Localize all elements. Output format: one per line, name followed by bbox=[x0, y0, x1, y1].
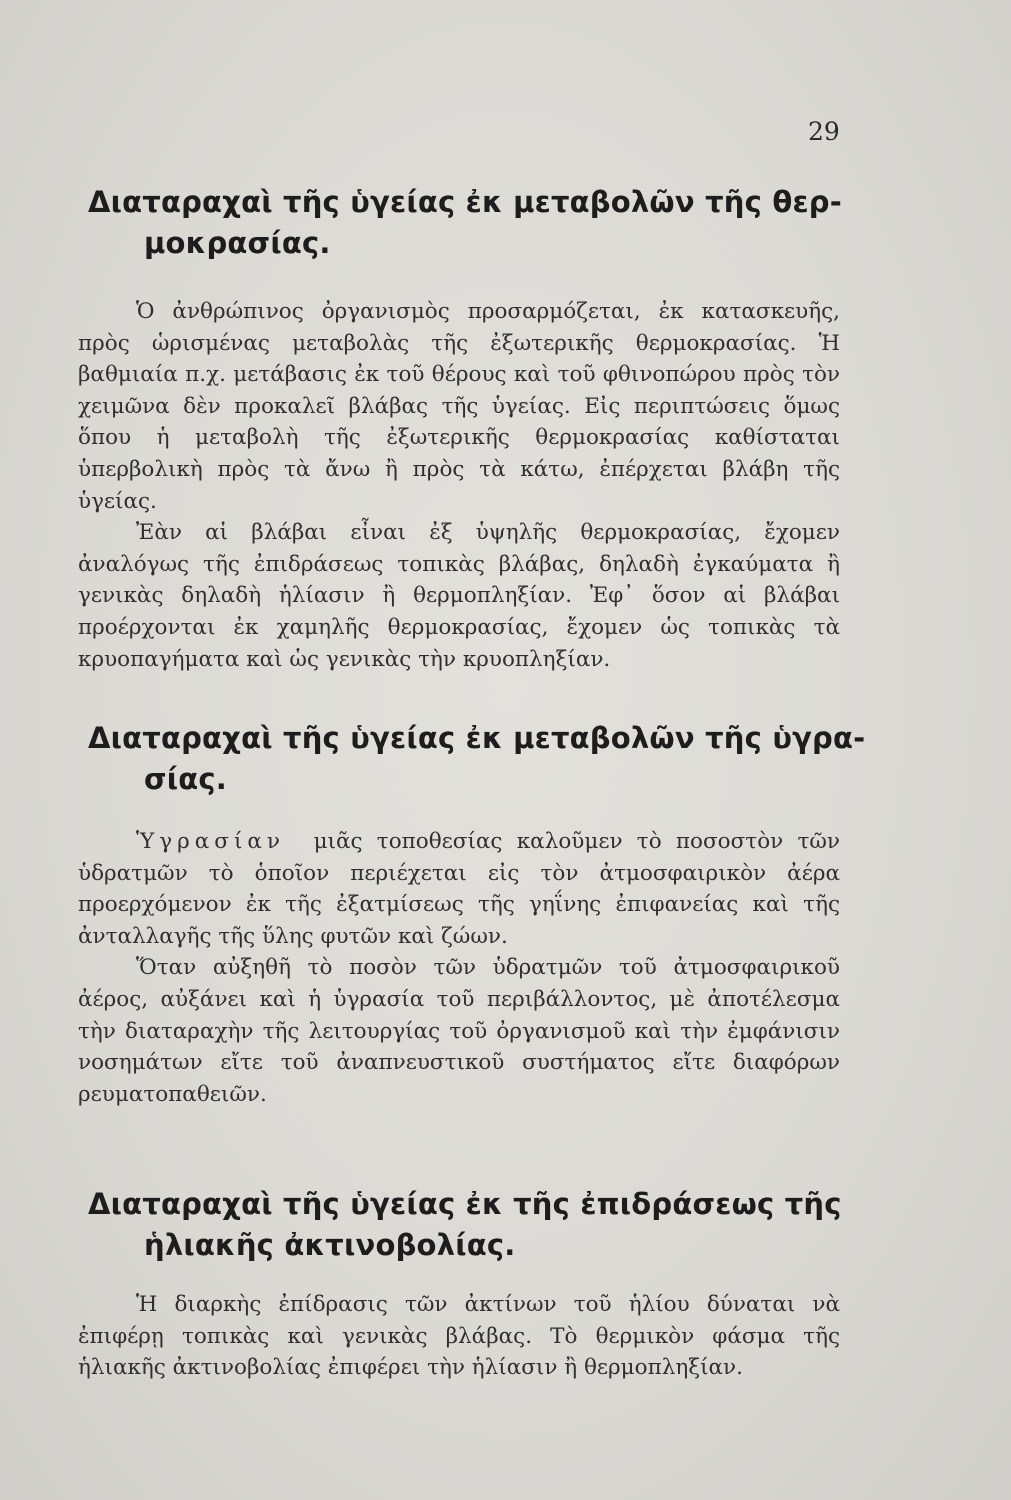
section-heading-temperature bbox=[88, 182, 848, 264]
paragraph: Ὁ ἀνθρώπινος ὀργανισμὸς προσαρμόζεται, ἐκ κατασκευῆς, πρὸς ὡρισμένας μεταβολὰς τῆς ἐξωτερικῆς θερμοκρασίας. Ἡ βαθμιαία π.χ. μετάβασις ἐκ τοῦ θέρους καὶ τοῦ φθινοπώρου πρὸς τὸν χειμῶνα δὲν προκαλεῖ βλάβας τῆς ὑγείας. Εἰς περιπτώσεις ὅμως ὅπου ἡ μεταβολὴ τῆς ἐξωτερικῆς θερμοκρασίας καθίσταται ὑπερβολικὴ πρὸς τὰ ἄνω ἢ πρὸς τὰ κάτω, ἐπέρχεται βλάβη τῆς ὑγείας. bbox=[78, 299, 840, 514]
section-body-temperature bbox=[78, 296, 840, 675]
lead-word: Ὑγρασίαν bbox=[136, 829, 285, 854]
heading-line-2: σίας. bbox=[144, 762, 228, 796]
paragraph bbox=[78, 826, 840, 952]
heading-line-1: Διαταραχαὶ τῆς ὑγείας ἐκ τῆς ἐπιδράσεως τῆς bbox=[88, 1187, 842, 1221]
paragraph: Ὅταν αὐξηθῆ τὸ ποσὸν τῶν ὑδρατμῶν τοῦ ἀτμοσφαιρικοῦ ἀέρος, αὐξάνει καὶ ἡ ὑγρασία τοῦ περιβάλλοντος, μὲ ἀποτέλεσμα τὴν διαταραχὴν τῆς λειτουργίας τοῦ ὀργανισμοῦ καὶ τὴν ἐμφάνισιν νοσημάτων εἴτε τοῦ ἀναπνευστικοῦ συστήματος εἴτε διαφόρων ρευματοπαθειῶν. bbox=[78, 955, 840, 1107]
heading-line-2: μοκρασίας. bbox=[144, 226, 331, 260]
section-heading-solar-radiation bbox=[88, 1184, 848, 1266]
section-body-solar-radiation bbox=[78, 1289, 840, 1384]
page-number: 29 bbox=[808, 117, 840, 146]
section-body-humidity bbox=[78, 826, 840, 1110]
heading-line-2: ἡλιακῆς ἀκτινοβολίας. bbox=[144, 1228, 516, 1262]
paragraph: Ἐὰν αἱ βλάβαι εἶναι ἐξ ὑψηλῆς θερμοκρασίας, ἔχομεν ἀναλόγως τῆς ἐπιδράσεως τοπικὰς βλάβας, δηλαδὴ ἐγκαύματα ἢ γενικὰς δηλαδὴ ἡλίασιν ἢ θερμοπληξίαν. Ἐφ᾽ ὅσον αἱ βλάβαι προέρχονται ἐκ χαμηλῆς θερμοκρασίας, ἔχομεν ὡς τοπικὰς τὰ κρυοπαγήματα καὶ ὡς γενικὰς τὴν κρυοπληξίαν. bbox=[78, 520, 840, 672]
paragraph-text: μιᾶς τοποθεσίας καλοῦμεν τὸ ποσοστὸν τῶν ὑδρατμῶν τὸ ὁποῖον περιέχεται εἰς τὸν ἀτμοσφαιρικὸν ἀέρα προερχόμενον ἐκ τῆς ἐξατμίσεως τῆς γηΐνης ἐπιφανείας καὶ τῆς ἀνταλλαγῆς τῆς ὕλης φυτῶν καὶ ζώων. bbox=[78, 829, 840, 949]
heading-line-1: Διαταραχαὶ τῆς ὑγείας ἐκ μεταβολῶν τῆς θερ- bbox=[88, 185, 842, 219]
paragraph: Ἡ διαρκὴς ἐπίδρασις τῶν ἀκτίνων τοῦ ἡλίου δύναται νὰ ἐπιφέρῃ τοπικὰς καὶ γενικὰς βλάβας. Τὸ θερμικὸν φάσμα τῆς ἡλιακῆς ἀκτινοβολίας ἐπιφέρει τὴν ἡλίασιν ἢ θερμοπληξίαν. bbox=[78, 1292, 840, 1381]
section-heading-humidity bbox=[88, 718, 866, 800]
heading-line-1: Διαταραχαὶ τῆς ὑγείας ἐκ μεταβολῶν τῆς ὑγρα- bbox=[88, 721, 866, 755]
